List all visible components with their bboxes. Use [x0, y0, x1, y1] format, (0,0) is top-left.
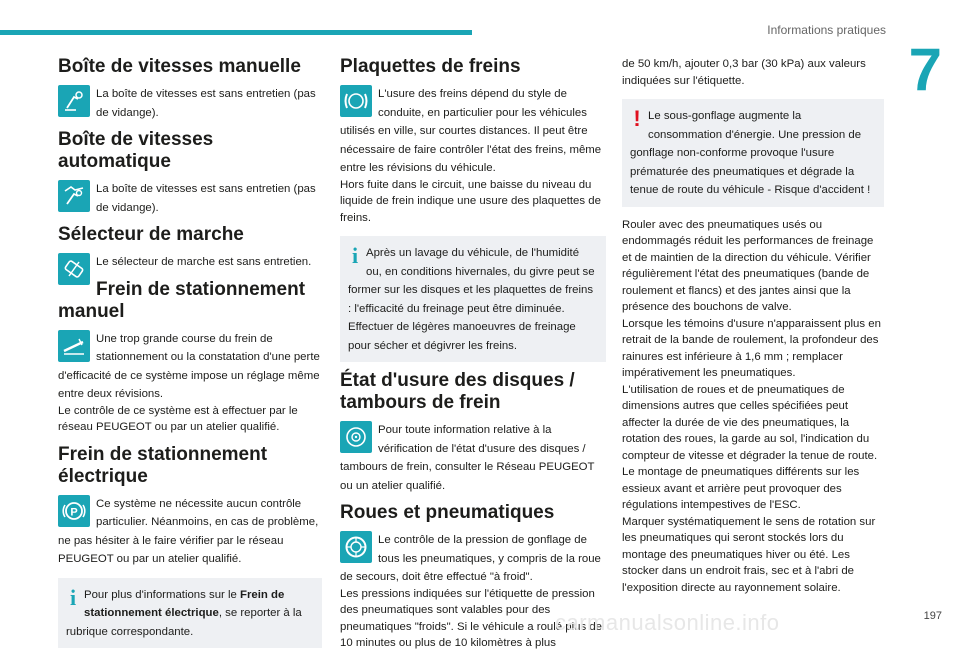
- tyre-paragraph-4: Le montage de pneumatiques différents sur les essieux avant et arrière peut provoquer des régulations intempestives de l'ESC.: [622, 466, 860, 511]
- manual-gearbox-block: [58, 84, 322, 121]
- svg-text:P: P: [70, 506, 78, 518]
- heading-wheels-tyres: Roues et pneumatiques: [340, 502, 555, 523]
- info-icon: i: [351, 243, 359, 268]
- page-number: 197: [923, 610, 942, 622]
- column-left: [58, 56, 322, 654]
- gearbox-manual-icon: [58, 85, 90, 117]
- watermark: carmanualsonline.info: [555, 610, 780, 635]
- column-right: [622, 56, 884, 596]
- heading-gear-selector: Sélecteur de marche: [58, 224, 244, 245]
- electric-brake-note-text: Pour plus d'informations sur le Frein de stationnement électrique, se reporter à la rubrique correspondante.: [66, 588, 302, 638]
- automatic-gearbox-block: [58, 179, 322, 216]
- tyre-paragraph-1: Rouler avec des pneumatiques usés ou endommagés réduit les performances de freinage et de maintien de la direction du véhicule. Vérifier régulièrement l'état des pneumatiques (bande de roulement et flancs) et des jantes ainsi que la présence des bouchons de valve.: [622, 218, 874, 313]
- info-icon: i: [69, 584, 77, 610]
- disc-wear-text: Pour toute information relative à la vérification de l'état d'usure des disques / tambours de frein, consulter le Réseau PEUGEOT ou un atelier qualifié.: [340, 424, 595, 492]
- brake-pads-note-text: Après un lavage du véhicule, de l'humidité ou, en conditions hivernales, du givre peut se former sur les disques et les plaquettes de freins : l'efficacité du freinage peut être diminuée. Effectuer de légères manoeuvres de freinage pour sécher et dégivrer les freins.: [348, 247, 595, 352]
- section-header-title: Informations pratiques: [767, 23, 886, 37]
- chapter-number: 7: [908, 36, 942, 103]
- warning-icon: !: [633, 106, 641, 131]
- header-accent-bar: [0, 30, 472, 35]
- brake-pads-text-1: L'usure des freins dépend du style de conduite, en particulier pour les véhicules utilisés en ville, sur courtes distances. Il peut être nécessaire de faire contrôler l'état des freins, même entre les révisions du véhicule.: [340, 88, 602, 174]
- brake-disc-icon: [340, 421, 372, 453]
- heading-manual-parking-brake: Frein de stationnement manuel: [58, 278, 306, 322]
- tyre-paragraph-2: Lorsque les témoins d'usure n'apparaissent plus en retrait de la bande de roulement, la profondeur des rainures est inférieure à 1,6 mm ; remplacer impérativement les pneumatiques.: [622, 317, 881, 379]
- heading-electric-parking-brake: Frein de stationnement électrique: [58, 443, 268, 487]
- electric-parking-brake-text: Ce système ne nécessite aucun contrôle particulier. Néanmoins, en cas de problème, ne pas hésiter à le faire vérifier par le réseau PEUGEOT ou par un atelier qualifié.: [58, 497, 319, 565]
- manual-parking-brake-text-2: Le contrôle de ce système est à effectuer par le réseau PEUGEOT ou par un atelier qualifié.: [58, 404, 298, 433]
- automatic-gearbox-text: La boîte de vitesses est sans entretien (pas de vidange).: [96, 183, 316, 214]
- brake-pads-block: [340, 84, 606, 177]
- tyre-paragraph-5: Marquer systématiquement le sens de rotation sur les pneumatiques qui seront stockés lors du montage des pneumatiques hiver ou été. Les stocker dans un endroit frais, sec et à l'abri de l'exposition directe au rayonnement solaire.: [622, 515, 876, 594]
- gear-selector-block: [58, 252, 322, 271]
- gear-selector-text: Le sélecteur de marche est sans entretien.: [96, 256, 312, 268]
- heading-brake-pads: Plaquettes de freins: [340, 56, 521, 77]
- brake-pads-info-note: [340, 236, 606, 362]
- heading-manual-gearbox: Boîte de vitesses manuelle: [58, 56, 301, 77]
- gearbox-automatic-icon: [58, 180, 90, 212]
- handbrake-icon: [58, 330, 90, 362]
- heading-automatic-gearbox: Boîte de vitesses automatique: [58, 129, 214, 172]
- tyres-text-2: Les pressions indiquées sur l'étiquette de pression des pneumatiques sont valables pour des pneumatiques "froids". Si le véhicule a roulé plus de 10 minutes ou plus de 10 kilomètres à plus: [340, 587, 602, 649]
- heading-disc-drum-wear: État d'usure des disques / tambours de frein: [340, 370, 575, 413]
- tyre-paragraph-3: L'utilisation de roues et de pneumatiques de dimensions autres que celles spécifiées peut affecter la durée de vie des pneumatiques, la rotation des roues, la garde au sol, l'indication du compteur de vitesse et dégrader la tenue de route.: [622, 383, 878, 462]
- underinflation-warning-text: Le sous-gonflage augmente la consommation d'énergie. Une pression de gonflage non-conforme provoque l'usure prématurée des pneumatiques et dégrade la tenue de route du véhicule - Risque d'accident !: [630, 110, 871, 196]
- tyres-block: [340, 530, 606, 586]
- electric-parking-brake-block: [58, 494, 322, 568]
- gear-selector-icon: [58, 253, 90, 285]
- tyres-text-1: Le contrôle de la pression de gonflage de tous les pneumatiques, y compris de la roue de secours, doit être effectué "à froid".: [340, 534, 601, 583]
- tyre-icon: [340, 531, 372, 563]
- underinflation-warning-note: [622, 99, 884, 207]
- column-middle: [340, 56, 606, 652]
- disc-wear-block: [340, 420, 606, 494]
- tyre-pressure-continued: de 50 km/h, ajouter 0,3 bar (30 kPa) aux valeurs indiquées sur l'étiquette.: [622, 58, 866, 87]
- manual-gearbox-text: La boîte de vitesses est sans entretien (pas de vidange).: [96, 88, 316, 119]
- electric-brake-info-note: [58, 578, 322, 649]
- manual-parking-brake-block: [58, 329, 322, 403]
- manual-parking-brake-text-1: Une trop grande course du frein de stationnement ou la constatation d'une perte d'efficacité de ce système impose un réglage même entre deux révisions.: [58, 332, 320, 400]
- parking-brake-p-icon: [58, 495, 90, 527]
- brake-pads-text-2: Hors fuite dans le circuit, une baisse du niveau du liquide de frein indique une usure des plaquettes de freins.: [340, 178, 601, 224]
- brake-pads-icon: [340, 85, 372, 117]
